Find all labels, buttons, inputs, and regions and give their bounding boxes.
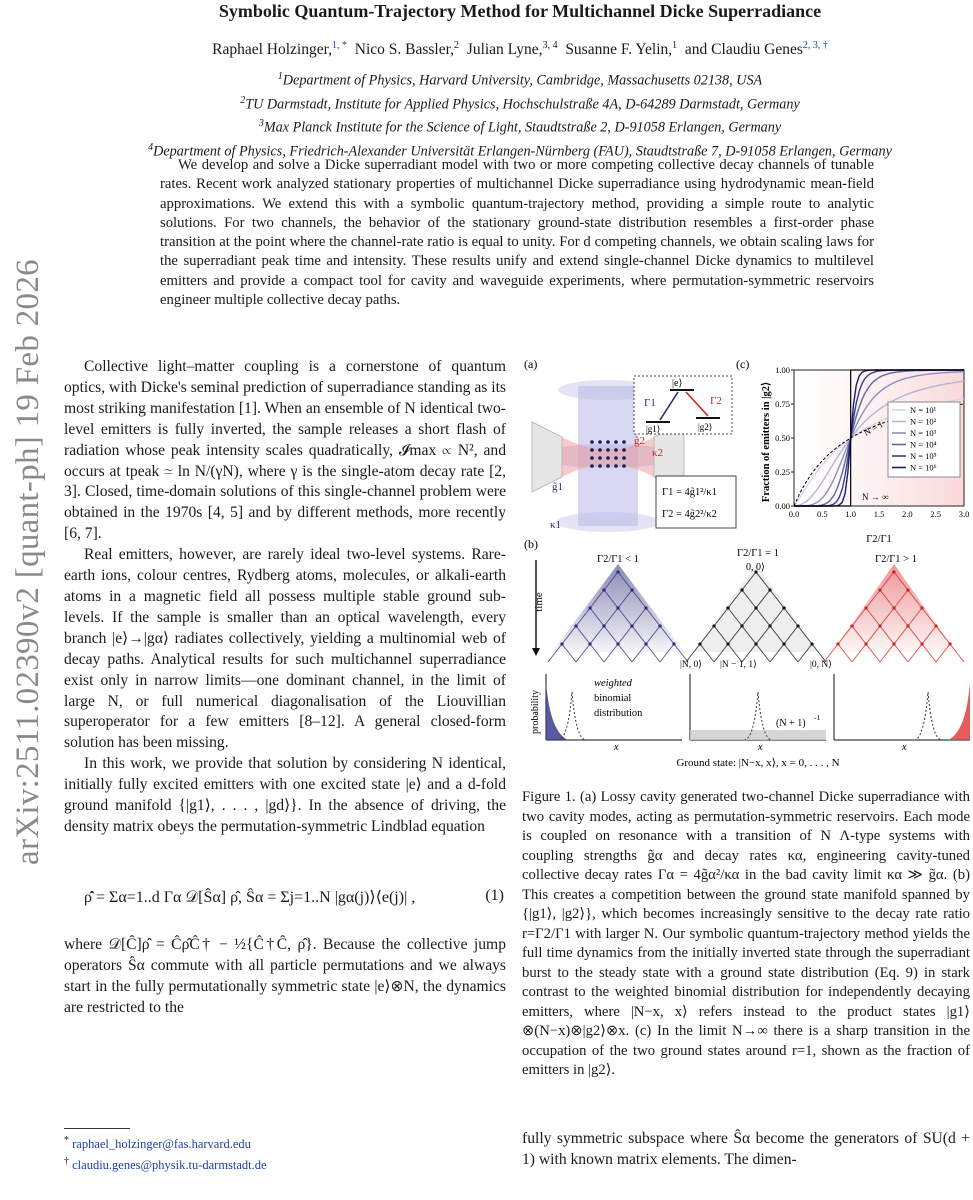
regime-lt: Γ2/Γ1 < 1 [597, 554, 639, 565]
y-tick-label: 0.25 [775, 467, 790, 477]
tree-node [906, 624, 909, 627]
author-sup: 3, 4 [542, 40, 558, 51]
tree-node [782, 642, 785, 645]
author-sup: 1 [672, 40, 678, 51]
tree-node [878, 588, 881, 591]
tree-node [768, 588, 771, 591]
tree-node [892, 642, 895, 645]
author: Susanne F. Yelin, [565, 41, 673, 59]
paragraph: Real emitters, however, are rarely ideal two-level systems. Rare-earth ions, colour centres, Rydberg atoms, molecules, or alkali-earth atoms in a magnetic field all possess multiple stable ground sub-levels. If the sample is smaller than an optical wavelength, every branch |e⟩→|gα⟩ radiates collectively, yielding a multinomial web of decay paths. Analytical results for such multichannel superradiance exist only in narrow limits—one dominant channel, in the limit of large N, or full numerical diagonalisation of the Liouvillian superoperator for a few emitters [8–12]. A general closed-form solution has been missing. [64, 546, 506, 752]
tree-node [630, 624, 633, 627]
tree-node [754, 606, 757, 609]
x-tick-label: 0.0 [788, 509, 800, 519]
tree-node [574, 624, 577, 627]
time-axis-label: time [533, 592, 545, 612]
paper-title: Symbolic Quantum-Trajectory Method for Multichannel Dicke Superradiance [218, 1, 822, 21]
y-tick-label: 0.50 [775, 433, 790, 443]
tree-node [906, 588, 909, 591]
panel-label-c: (c) [736, 357, 750, 371]
affiliations [70, 67, 970, 162]
tree-node [920, 642, 923, 645]
equation-number: (1) [485, 887, 504, 904]
chart-n1: N = 1 [862, 418, 885, 438]
tree-node [726, 642, 729, 645]
tree-node [810, 642, 813, 645]
tree-node [948, 642, 951, 645]
left-column [64, 357, 506, 838]
tree-node [934, 624, 937, 627]
legend-label: N = 10⁵ [910, 451, 937, 461]
tree-branch [548, 644, 562, 662]
figure-caption [522, 788, 970, 1081]
footnote-mark: * [64, 1135, 69, 1146]
tree-node [630, 588, 633, 591]
rate-gamma2: Γ2 = 4g̃2²/κ2 [662, 509, 717, 520]
state-g1: |g1⟩ [646, 424, 661, 434]
author-sup: 2 [454, 40, 460, 51]
affil-num: 4 [148, 142, 154, 154]
tree-node [920, 606, 923, 609]
affil-num: 1 [277, 71, 283, 82]
tree-node [560, 642, 563, 645]
email-link[interactable]: raphael_holzinger@fas.harvard.edu [72, 1137, 251, 1152]
tree-node [878, 624, 881, 627]
author: and Claudiu Genes [684, 41, 803, 59]
panel-label-a: (a) [524, 357, 538, 371]
y-tick-label: 0.00 [775, 501, 790, 511]
tree-node [864, 606, 867, 609]
chart-ylabel: Fraction of emitters in |g2⟩ [761, 381, 772, 503]
tree-node [616, 570, 619, 573]
tree-branch [950, 644, 964, 662]
rate-box [656, 476, 736, 528]
tree-node [740, 624, 743, 627]
state-e: |e⟩ [672, 378, 683, 389]
author: Raphael Holzinger, [212, 41, 333, 59]
state-n0: |N, 0⟩ [680, 660, 702, 670]
tree-node [588, 606, 591, 609]
footnotes [64, 1132, 464, 1174]
tree-node [644, 606, 647, 609]
equation-1 [84, 871, 504, 927]
legend-label: N = 10² [910, 416, 937, 427]
state-n1: |N − 1, 1⟩ [720, 660, 757, 670]
tree-node [740, 588, 743, 591]
tree-node [850, 624, 853, 627]
chart-ninf: N → ∞ [862, 492, 889, 502]
tree-node [698, 642, 701, 645]
email-link[interactable]: claudiu.genes@physik.tu-darmstadt.de [72, 1158, 267, 1173]
tree-node [836, 642, 839, 645]
legend-label: N = 10⁶ [910, 462, 937, 473]
paragraph: fully symmetric subspace where Ŝα become the generators of SU(d + 1) with known matrix elements. The dimen- [522, 1130, 970, 1168]
author-sup[interactable]: 2, 3, † [802, 40, 828, 51]
left-column-cont [64, 935, 506, 1019]
panel-label-b: (b) [524, 537, 538, 551]
author-list [70, 40, 970, 59]
affil-num: 3 [258, 118, 264, 130]
figure-1 [522, 352, 972, 778]
state-g2: |g2⟩ [698, 422, 713, 432]
author: Julian Lyne, [466, 41, 543, 59]
x-tick-label: 2.0 [902, 509, 913, 519]
probability-label: probability [530, 690, 541, 734]
rate-gamma1: Γ1 = 4g̃1²/κ1 [662, 487, 717, 498]
affiliation: TU Darmstadt, Institute for Applied Physics, Hochschulstraße 4A, D-64289 Darmstadt, Germany [245, 96, 800, 113]
x-tick-label: 2.5 [930, 509, 941, 519]
affiliation: Max Planck Institute for the Science of Light, Staudtstraße 2, D-91058 Erlangen, Germany [263, 120, 782, 137]
tree-node [602, 624, 605, 627]
x-tick-label: 0.5 [817, 509, 828, 519]
y-tick-label: 1.00 [775, 365, 790, 375]
x-label-1: x [614, 742, 619, 753]
regime-gt: Γ2/Γ1 > 1 [875, 554, 917, 565]
tree-node [796, 624, 799, 627]
tree-node [588, 642, 591, 645]
affiliation: Department of Physics, Harvard University, Cambridge, Massachusetts 02138, USA [282, 72, 763, 89]
legend-label: N = 10¹ [910, 405, 937, 415]
author-sup[interactable]: 1, * [332, 40, 348, 51]
y-tick-label: 0.75 [775, 399, 790, 409]
abstract-text: We develop and solve a Dicke superradiant model with two or more competing collective decay channels of tunable rates. Recent work analyzed stationary properties of multichannel Dicke superradiance using hydrodynamic mean-field approximations. We extend this with a symbolic quantum-trajectory method, providing a simple route to analytic solutions. For two channels, the behavior of the stationary ground-state distribution resembles a first-order phase transition at the point where the channel-rate ratio is equal to unity. For d competing channels, we obtain scaling laws for the superradiant peak time and intensity. These results unify and extend single-channel Dicke dynamics to multilevel emitters and provide a compact tool for cavity and waveguide experiments, where permutation-symmetric reservoirs engineer multiple collective decay paths. [160, 157, 874, 309]
time-arrow-head [532, 648, 540, 656]
affiliation: Department of Physics, Friedrich-Alexander Universität Erlangen-Nürnberg (FAU), Staudtstraße 7, D-91058 Erlangen, Germany [153, 143, 892, 160]
paragraph: where 𝒟[Ĉ]ρ̂ = Ĉρ̂Ĉ† − ½{Ĉ†Ĉ, ρ̂}. Because the collective jump operators Ŝα commute with all particle permutations and we always start in the fully permutationally symmetric state |e⟩⊗N, the dynamics are restricted to the [64, 936, 506, 1016]
tree-node [616, 606, 619, 609]
footnote-rule [64, 1128, 130, 1129]
x-label-3: x [902, 742, 907, 753]
label-g2-tilde: g̃2 [634, 435, 645, 447]
state-0n: |0, N⟩ [810, 660, 832, 670]
equation-body: ρ̇̂ = Σα=1..d Γα 𝒟[Ŝα] ρ̂, Ŝα = Σj=1..N |gα(j)⟩⟨e(j)| , [84, 889, 416, 906]
label-kappa2: κ2 [652, 447, 664, 459]
tree-node [712, 624, 715, 627]
x-tick-label: 1.0 [845, 509, 856, 519]
tree-node [892, 570, 895, 573]
tree-node [864, 642, 867, 645]
paragraph: Collective light–matter coupling is a cornerstone of quantum optics, with Dicke's seminal prediction of superradiance standing as its most striking manifestation [1]. When an ensemble of N identical two-level emitters is fully inverted, the sample releases a short flash of radiation whose peak intensity scales quadratically, 𝓘max ∝ N², and occurs at tpeak ≃ ln N/(γN), where γ is the single-atom decay rate [2, 3]. Closed, time-domain solutions of this single-channel problem were obtained in the 1970s [4, 5] and by different methods, more recently [6, 7]. [64, 358, 506, 543]
tree-node [616, 642, 619, 645]
legend-label: N = 10⁴ [910, 439, 937, 450]
label-kappa1: κ1 [550, 519, 562, 531]
arxiv-sidebar: arXiv:2511.02390v2 [quant-ph] 19 Feb 2026 [10, 259, 46, 865]
label-g1-tilde: g̃1 [552, 481, 563, 493]
uniform-sup: -1 [814, 713, 821, 722]
tree-node [768, 624, 771, 627]
x-tick-label: 3.0 [958, 509, 970, 519]
label-gamma1: Γ1 [644, 397, 656, 409]
tree-node [644, 642, 647, 645]
tree-node [892, 606, 895, 609]
footnote-mark: † [64, 1156, 69, 1168]
label-gamma2: Γ2 [710, 395, 722, 407]
tree-node [726, 606, 729, 609]
tree-node [658, 624, 661, 627]
legend-label: N = 10³ [910, 428, 937, 438]
affil-num: 2 [240, 94, 246, 106]
tree-node [672, 642, 675, 645]
binomial-label: binomial [594, 693, 632, 704]
uniform-label: (N + 1) [776, 718, 806, 729]
x-label-2: x [758, 742, 763, 753]
tree-node [754, 642, 757, 645]
regime-eq: Γ2/Γ1 = 1 [737, 548, 779, 559]
tree-node [602, 588, 605, 591]
chart-xlabel: Γ2/Γ1 [866, 534, 892, 545]
x-tick-label: 1.5 [873, 509, 885, 519]
author: Nico S. Bassler, [354, 41, 455, 59]
right-column-bottom [522, 1128, 970, 1170]
paragraph: In this work, we provide that solution by considering N identical, initially fully excited emitters with one excited state |e⟩ and a d-fold ground manifold {|g1⟩, . . . , |gd⟩}. In the absence of driving, the density matrix obeys the permutation-symmetric Lindblad equation [64, 755, 506, 835]
top-state: 0, 0⟩ [746, 562, 765, 573]
tree-node [782, 606, 785, 609]
ground-state-label: Ground state: |N−x, x⟩, x = 0, . . . , N [676, 757, 840, 769]
caption-text: Figure 1. (a) Lossy cavity generated two-channel Dicke superradiance with two cavity modes, acting as permutation-symmetric reservoirs. Each mode is coupled on resonance with a transition of N Λ-type systems with coupling strengths g̃α and decay rates κα, engineering cavity-tuned collective decay rates Γα = 4g̃α²/κα in the bad cavity limit κα ≫ g̃α. (b) This creates a competition between the ground state manifold spanned by {|g1⟩, |g2⟩}, which becomes increasingly sensitive to the decay rate ratio r=Γ2/Γ1 with larger N. Our symbolic quantum-trajectory method yields the full time dynamics from the initially inverted state through the superradiant burst to the steady state with a ground state distribution (Eq. 9) in stark contrast to the weighted binomial distribution for independently decaying emitters, where |N−x, x⟩ refers instead to the product states |g1⟩⊗(N−x)⊗|g2⟩⊗x. (c) In the limit N→∞ there is a sharp transition in the occupation of the two ground states around r=1, shown as the fraction of emitters in |g2⟩. [522, 789, 970, 1078]
distribution-label: distribution [594, 708, 643, 719]
weighted-label: weighted [594, 678, 632, 689]
abstract [160, 156, 874, 310]
